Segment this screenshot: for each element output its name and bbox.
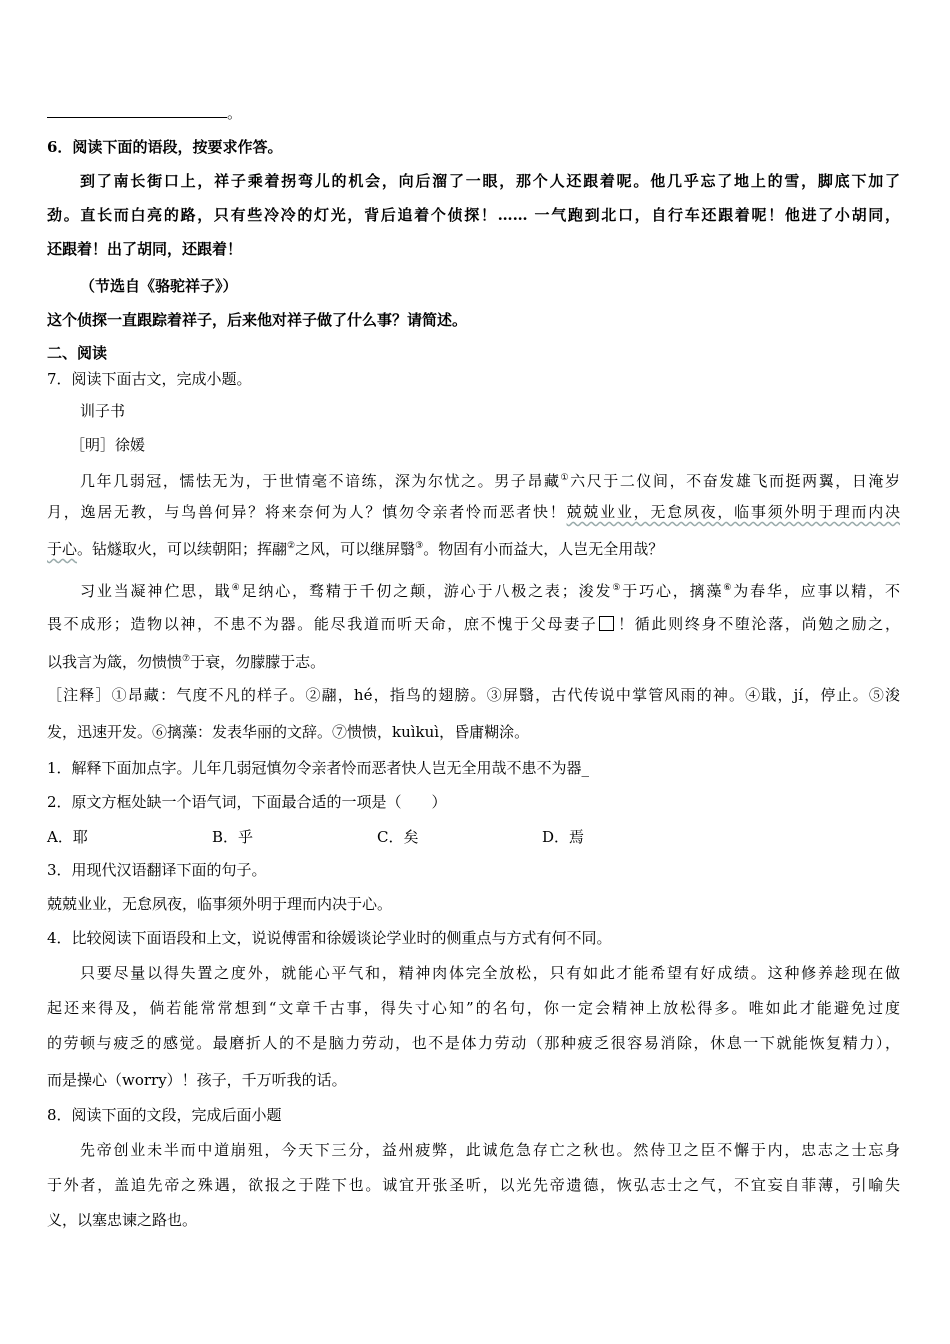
notes-line: ［注释］①昂藏：气度不凡的样子。②翮，hé，指鸟的翅膀。③屏翳，古代传说中掌管风雨的神。④戢，jí，停止。⑤浚 <box>47 686 900 704</box>
answer-blank-line <box>47 103 900 123</box>
fulei-para-line: 的劳顿与疲乏的感觉。最磨折人的不是脑力劳动，也不是体力劳动（那种疲乏很容易消除，休息一下就能恢复精力）， <box>47 1034 900 1052</box>
option-b[interactable]: B．乎 <box>212 828 254 846</box>
period: 。 <box>227 104 243 122</box>
classical-para-line: 月，逸居无教，与鸟兽何异？将来奈何为人？慎勿令亲者怜而恶者快！兢兢业业，无怠夙夜，临事须外明于理而内决 <box>47 503 900 521</box>
subquestion-1: 1．解释下面加点字。儿年几弱冠慎勿令亲者怜而恶者快人岂无全用哉不患不为器_ <box>47 759 590 777</box>
q7-title: 7．阅读下面古文，完成小题。 <box>47 370 252 388</box>
fulei-para-line: 起还来得及，倘若能常常想到“文章千古事，得失寸心知”的名句，你一定会精神上放松得多。唯如此才能避免过度 <box>47 999 900 1017</box>
text-title: 训子书 <box>80 402 126 420</box>
q8-para-line: 义，以塞忠谏之路也。 <box>47 1211 198 1229</box>
notes-line: 发，迅速开发。⑥摛藻：发表华丽的文辞。⑦愦愦，kuìkuì，昏庸糊涂。 <box>47 723 530 741</box>
q6-title: 6．阅读下面的语段，按要求作答。 <box>47 138 283 156</box>
option-a[interactable]: A．耶 <box>47 828 88 846</box>
q6-para-line: 劲。直长而白亮的路，只有些冷冷的灯光，背后追着个侦探！…… 一气跑到北口，自行车还跟着呢！他进了小胡同， <box>47 206 900 224</box>
subquestion-4: 4．比较阅读下面语段和上文，说说傅雷和徐媛谈论学业时的侧重点与方式有何不同。 <box>47 929 612 947</box>
option-d[interactable]: D．焉 <box>542 828 585 846</box>
fulei-para-line: 只要尽量以得失置之度外，就能心平气和，精神肉体完全放松，只有如此才能希望有好成绩。这种修养趁现在做 <box>80 964 900 982</box>
subquestion-2: 2．原文方框处缺一个语气词，下面最合适的一项是（ ） <box>47 793 447 811</box>
fulei-para-line: 而是操心（worry）！孩子，千万听我的话。 <box>47 1071 347 1089</box>
option-c[interactable]: C．矣 <box>377 828 419 846</box>
q6-para-line: 还跟着！出了胡同，还跟着！ <box>47 240 243 258</box>
q8-para-line: 于外者，盖追先帝之殊遇，欲报之于陛下也。诚宜开张圣听，以光先帝遗德，恢弘志士之气，不宜妄自菲薄，引喻失 <box>47 1176 900 1194</box>
options-row <box>47 827 900 847</box>
classical-para-line: 于心。钻燧取火，可以续朝阳；挥翮②之风，可以继屏翳③。物固有小而益大，人岂无全用哉？ <box>47 540 664 558</box>
subquestion-3: 3．用现代汉语翻译下面的句子。 <box>47 861 267 879</box>
answer-blank[interactable] <box>47 103 227 118</box>
classical-para-line: 以我言为箴，勿愦愦⑦于衰，勿朦朦于志。 <box>47 653 326 671</box>
q6-source: （节选自《骆驼祥子》） <box>80 277 238 295</box>
text-author: ［明］徐媛 <box>70 436 146 454</box>
q8-title: 8．阅读下面的文段，完成后面小题 <box>47 1106 282 1124</box>
translate-sentence: 兢兢业业，无怠夙夜，临事须外明于理而内决于心。 <box>47 895 393 913</box>
classical-para-line: 几年几弱冠，懦怯无为，于世情毫不谙练，深为尔忧之。男子昂藏①六尺于二仪间，不奋发雄飞而挺两翼，日淹岁 <box>80 472 900 490</box>
section-heading: 二、阅读 <box>47 344 108 362</box>
classical-para-line: 畏不成形；造物以神，不患不为器。能尽我道而听天命，庶不愧于父母妻子 ！循此则终身不堕沦落，尚勉之励之， <box>47 615 900 633</box>
blank-box <box>599 616 614 631</box>
q8-para-line: 先帝创业未半而中道崩殂，今天下三分，益州疲弊，此诚危急存亡之秋也。然侍卫之臣不懈于内，忠志之士忘身 <box>80 1141 900 1159</box>
q6-para-line: 到了南长街口上，祥子乘着拐弯儿的机会，向后溜了一眼，那个人还跟着呢。他几乎忘了地上的雪，脚底下加了 <box>80 172 900 190</box>
classical-para-line: 习业当凝神伫思，戢④足纳心，骛精于千仞之颠，游心于八极之表；浚发⑤于巧心，摛藻⑥为春华，应事以精，不 <box>80 582 900 600</box>
q6-question: 这个侦探一直跟踪着祥子，后来他对祥子做了什么事？请简述。 <box>47 311 468 329</box>
